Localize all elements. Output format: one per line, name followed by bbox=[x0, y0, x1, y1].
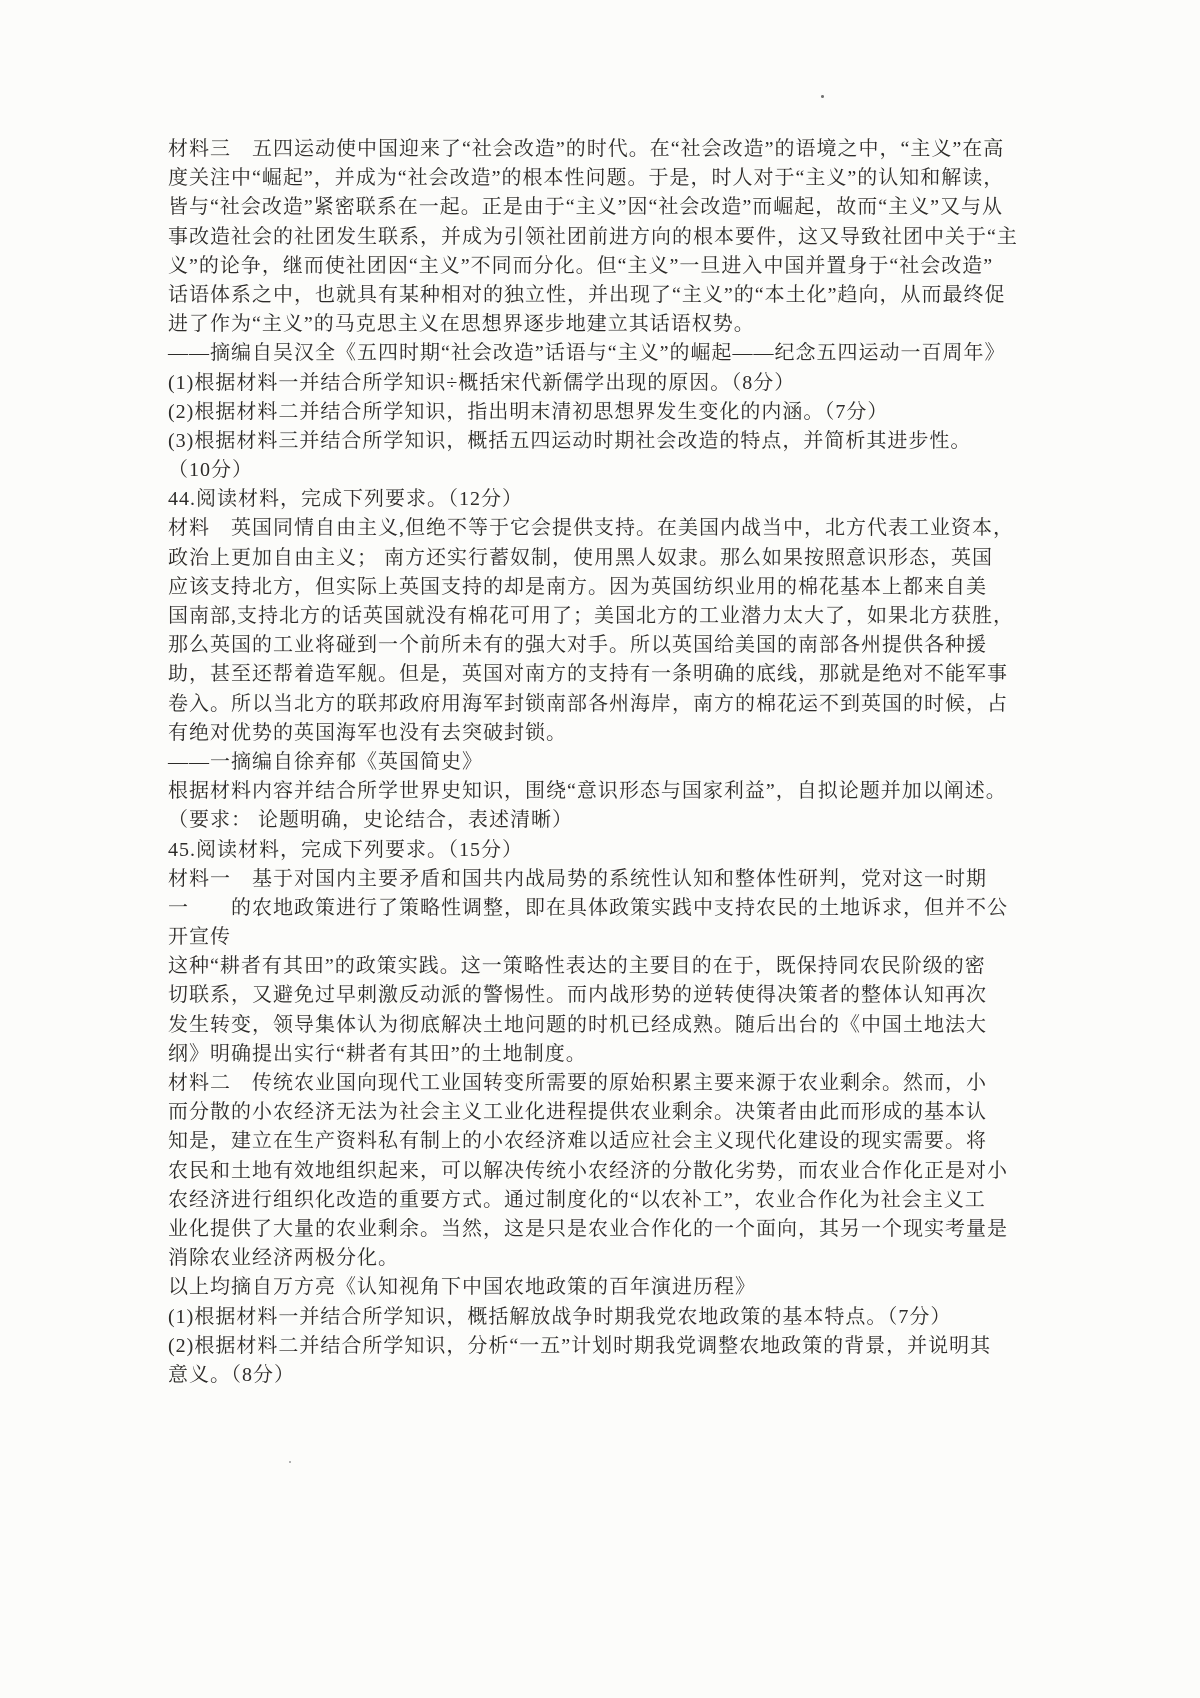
text-line: 材料二 传统农业国向现代工业国转变所需要的原始积累主要来源于农业剩余。然而，小 bbox=[168, 1072, 987, 1094]
text-line: (1)根据材料一并结合所学知识，概括解放战争时期我党农地政策的基本特点。（7分） bbox=[168, 1305, 952, 1328]
text-line: 44.阅读材料，完成下列要求。（12分） bbox=[168, 488, 523, 511]
text-line: 材料三 五四运动使中国迎来了“社会改造”的时代。在“社会改造”的语境之中，“主义”在高 bbox=[168, 138, 1005, 160]
text-line: 以上均摘自万方亮《认知视角下中国农地政策的百年演进历程》 bbox=[168, 1276, 756, 1299]
text-line: 进了作为“主义”的马克思主义在思想界逐步地建立其话语权势。 bbox=[168, 313, 755, 336]
text-line: 根据材料内容并结合所学世界史知识，围绕“意识形态与国家利益”，自拟论题并加以阐述。 bbox=[168, 780, 1007, 803]
text-line: 消除农业经济两极分化。 bbox=[168, 1247, 399, 1270]
text-line: (2)根据材料二并结合所学知识，分析“一五”计划时期我党调整农地政策的背景，并说明其 bbox=[168, 1334, 992, 1357]
text-line: 助，甚至还帮着造军舰。但是，英国对南方的支持有一条明确的底线，那就是绝对不能军事 bbox=[168, 663, 1008, 686]
text-line: ——摘编自吴汉全《五四时期“社会改造”话语与“主义”的崛起——纪念五四运动一百周年》 bbox=[168, 342, 1006, 365]
text-line: 纲》明确提出实行“耕者有其田”的土地制度。 bbox=[168, 1042, 587, 1065]
text-line: 卷入。所以当北方的联邦政府用海军封锁南部各州海岸，南方的棉花运不到英国的时候，占 bbox=[168, 692, 1008, 715]
text-line: ——一摘编自徐弃郁《英国简史》 bbox=[168, 750, 483, 773]
text-line: 政治上更加自由主义； 南方还实行蓄奴制，使用黑人奴隶。那么如果按照意识形态，英国 bbox=[168, 546, 993, 569]
text-line: 发生转变，领导集体认为彻底解决土地问题的时机已经成熟。随后出台的《中国土地法大 bbox=[168, 1013, 987, 1036]
text-line: 意义。（8分） bbox=[168, 1363, 295, 1386]
text-line: 知是，建立在生产资料私有制上的小农经济难以适应社会主义现代化建设的现实需要。将 bbox=[168, 1130, 987, 1153]
text-line: 那么英国的工业将碰到一个前所未有的强大对手。所以英国给美国的南部各州提供各种援 bbox=[168, 634, 987, 657]
document-text bbox=[168, 135, 1068, 1390]
text-line: 材料一 基于对国内主要矛盾和国共内战局势的系统性认知和整体性研判，党对这一时期 bbox=[168, 867, 987, 890]
text-line: 一 的农地政策进行了策略性调整，即在具体政策实践中支持农民的土地诉求，但并不公 bbox=[168, 896, 1008, 919]
text-line: 国南部,支持北方的话英国就没有棉花可用了；美国北方的工业潜力太大了，如果北方获胜， bbox=[168, 605, 1014, 627]
scan-artifact-dot bbox=[821, 95, 824, 98]
text-line: 业化提供了大量的农业剩余。当然，这是只是农业合作化的一个面向，其另一个现实考量是 bbox=[168, 1217, 1008, 1240]
text-line: (3)根据材料三并结合所学知识，概括五四运动时期社会改造的特点，并简析其进步性。 bbox=[168, 429, 972, 452]
text-line: （要求： 论题明确，史论结合，表述清晰） bbox=[168, 809, 573, 832]
text-line: 农民和土地有效地组织起来，可以解决传统小农经济的分散化劣势，而农业合作化正是对小 bbox=[168, 1159, 1008, 1182]
text-line: 有绝对优势的英国海军也没有去突破封锁。 bbox=[168, 721, 567, 744]
text-line: 45.阅读材料，完成下列要求。（15分） bbox=[168, 838, 523, 861]
text-line: 事改造社会的社团发生联系，并成为引领社团前进方向的根本要件，这又导致社团中关于“主 bbox=[168, 225, 1018, 248]
text-line: 话语体系之中，也就具有某种相对的独立性，并出现了“主义”的“本土化”趋向，从而最终促 bbox=[168, 283, 1006, 306]
text-line: (1)根据材料一并结合所学知识÷概括宋代新儒学出现的原因。（8分） bbox=[168, 371, 796, 394]
text-line: 切联系，又避免过早刺激反动派的警惕性。而内战形势的逆转使得决策者的整体认知再次 bbox=[168, 984, 987, 1007]
text-line: 农经济进行组织化改造的重要方式。通过制度化的“以农补工”，农业合作化为社会主义工 bbox=[168, 1188, 986, 1211]
scan-artifact-dot bbox=[289, 1461, 291, 1463]
text-line: 应该支持北方，但实际上英国支持的却是南方。因为英国纺织业用的棉花基本上都来自美 bbox=[168, 575, 987, 598]
text-line: （10分） bbox=[168, 459, 253, 482]
text-line: 开宣传 bbox=[168, 926, 231, 949]
text-line: 材料 英国同情自由主义,但绝不等于它会提供支持。在美国内战当中，北方代表工业资本， bbox=[168, 517, 1014, 540]
text-line: 度关注中“崛起”，并成为“社会改造”的根本性问题。于是，时人对于“主义”的认知和解读， bbox=[168, 167, 1005, 190]
text-line: 而分散的小农经济无法为社会主义工业化进程提供农业剩余。决策者由此而形成的基本认 bbox=[168, 1101, 987, 1124]
text-line: 这种“耕者有其田”的政策实践。这一策略性表达的主要目的在于，既保持同农民阶级的密 bbox=[168, 955, 986, 978]
text-line: 义”的论争，继而使社团因“主义”不同而分化。但“主义”一旦进入中国并置身于“社会改造” bbox=[168, 254, 994, 277]
text-line: 皆与“社会改造”紧密联系在一起。正是由于“主义”因“社会改造”而崛起，故而“主义”又与从 bbox=[168, 196, 1004, 219]
text-line: (2)根据材料二并结合所学知识，指出明末清初思想界发生变化的内涵。（7分） bbox=[168, 400, 889, 423]
